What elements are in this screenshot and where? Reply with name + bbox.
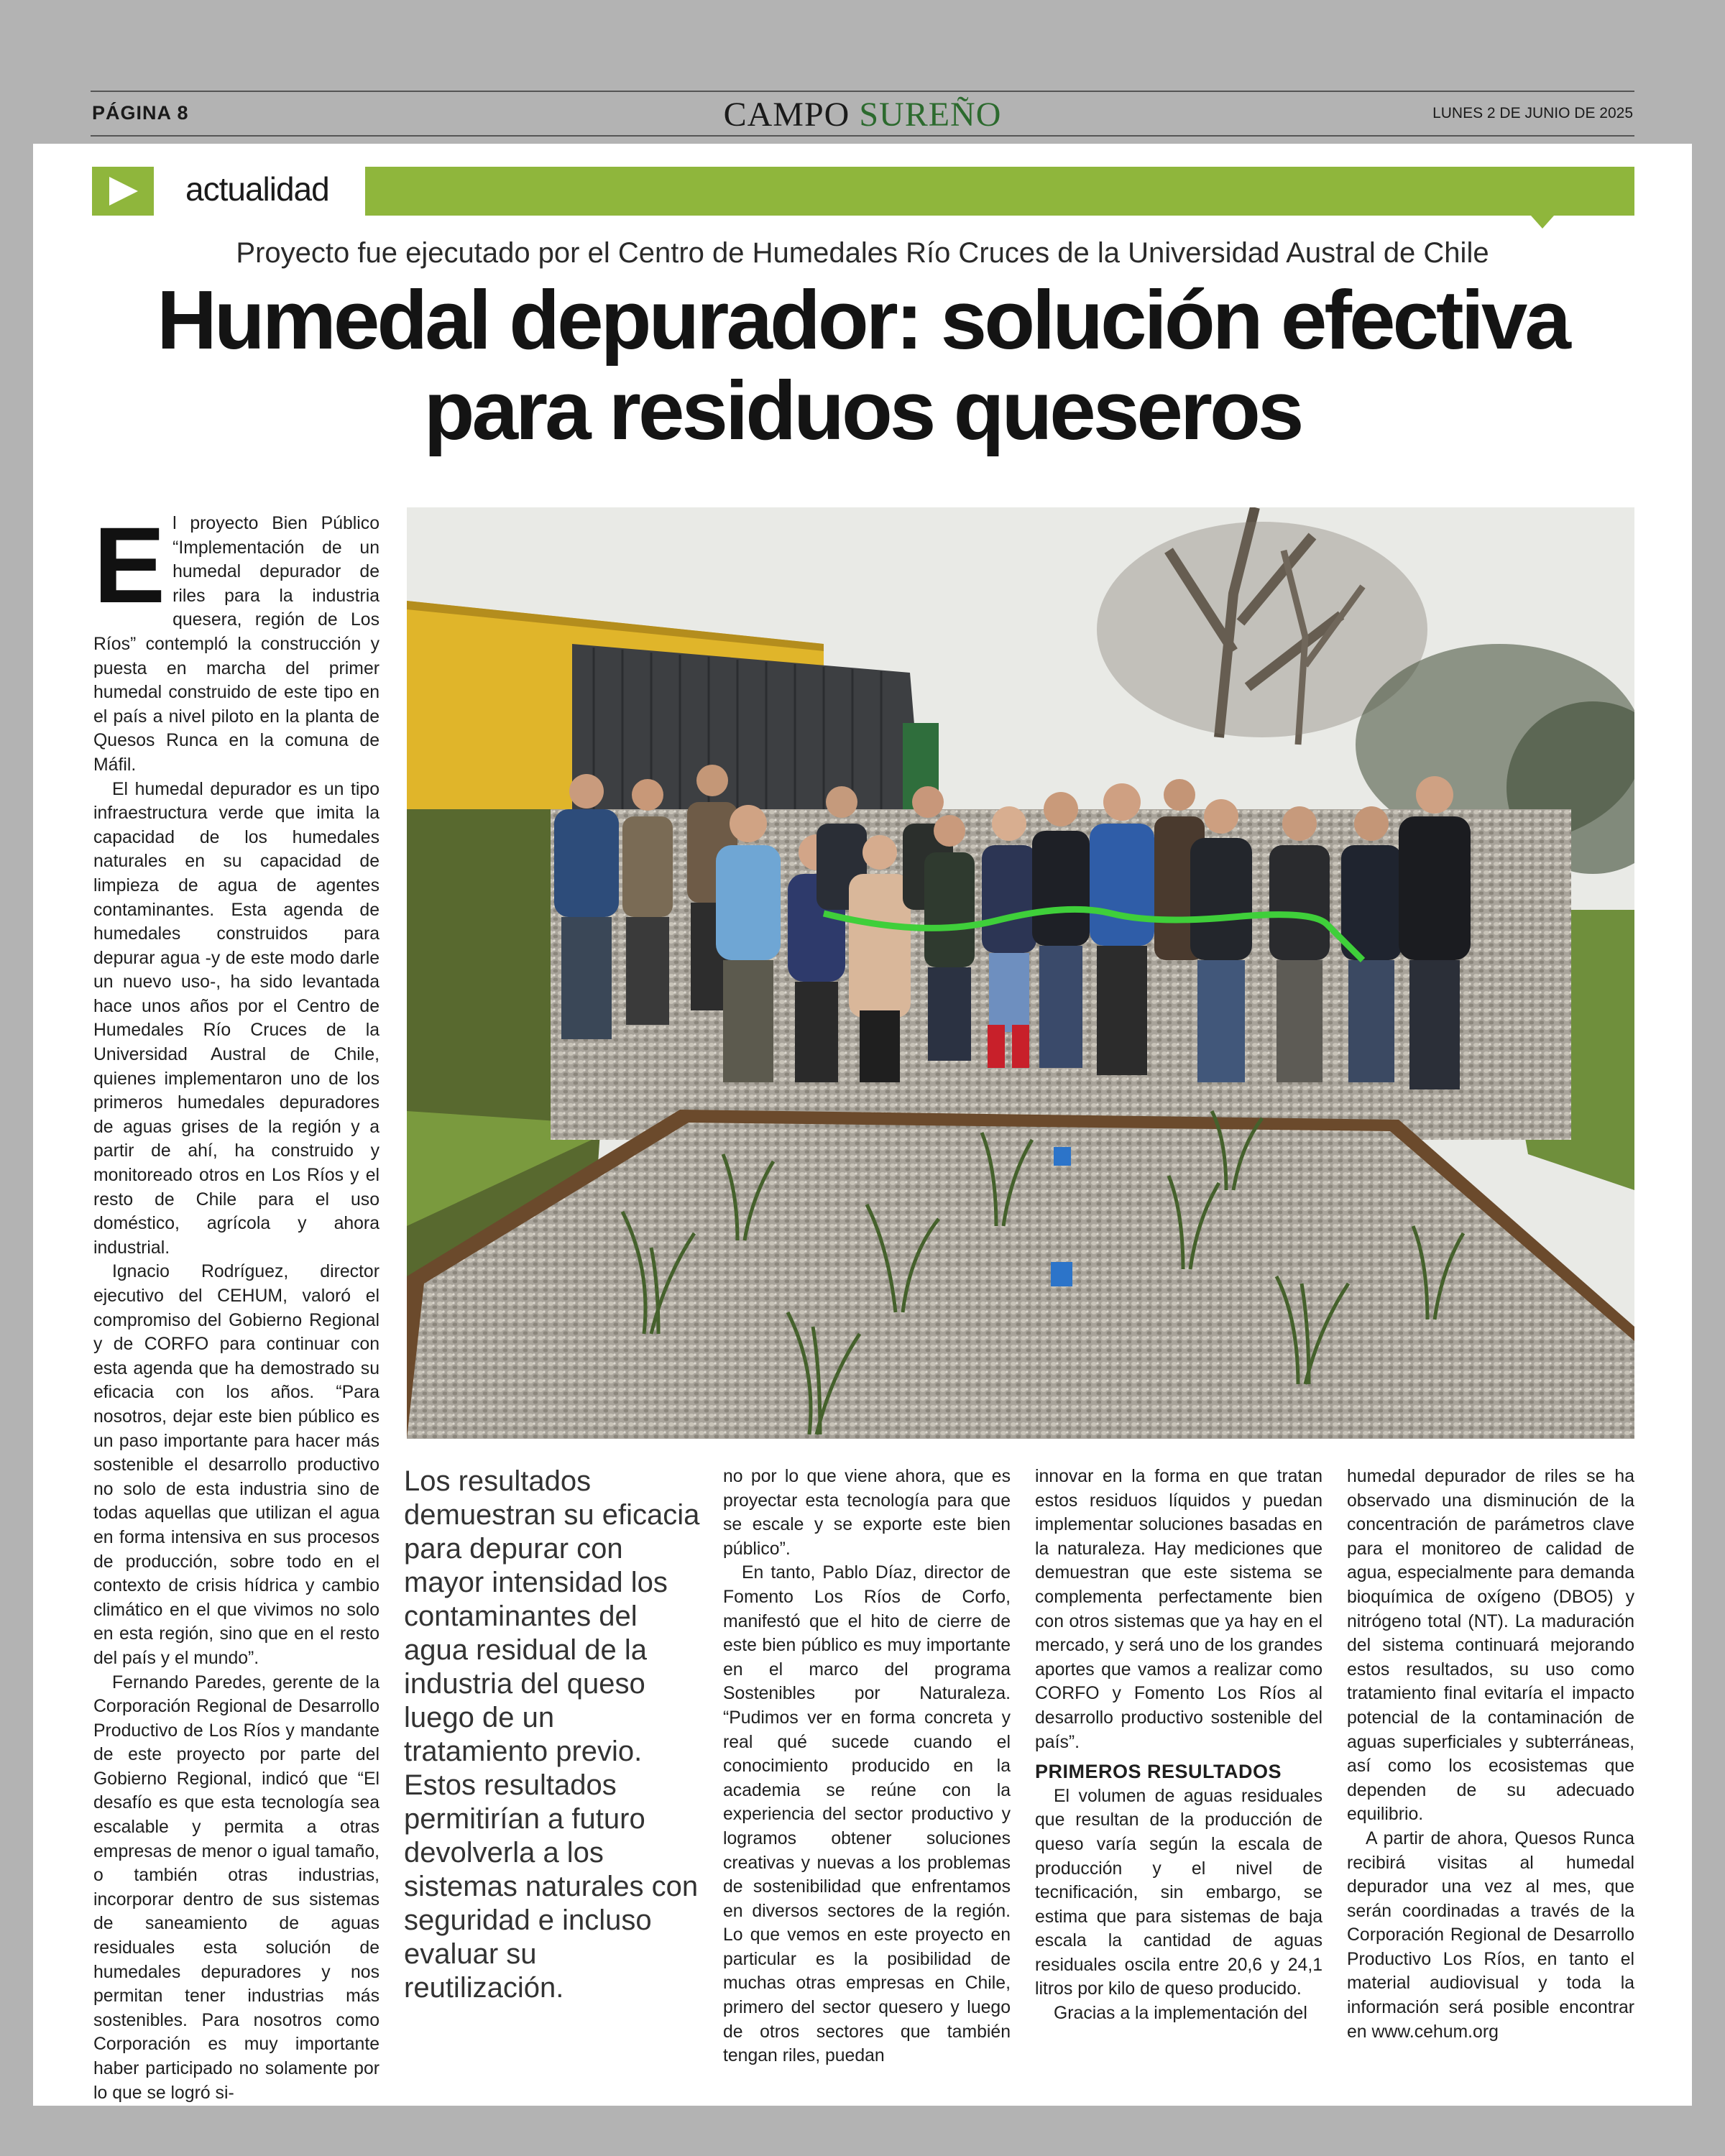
article-kicker: Proyecto fue ejecutado por el Centro de Humedales Río Cruces de la Universidad Austral de Chile (236, 237, 1489, 269)
header-rule-bottom (91, 135, 1634, 137)
col1-paragraph-2: El humedal depurador es un tipo infraestructura verde que imita la capacidad de los humedales naturales en su capacidad de limpieza de agua de agentes contaminantes. Esta agenda de humedales construidos para depurar agua -y de este modo darle un nuevo uso-, ha sido levantada hace unos años por el Centro de Humedales Río Cruces de la Universidad Austral de Chile, quienes implementaron uno de los primeros humedales depuradores de aguas grises de la región y a partir de ahí, ha construido y monitoreado otros en Los Ríos y el resto de Chile para el uso doméstico, agrícola y ahora industrial. (93, 779, 380, 1258)
dropcap: E (93, 505, 166, 625)
col5-paragraph-2: A partir de ahora, Quesos Runca recibirá visitas al humedal depurador una vez al mes, que serán coordinadas a través de la Corporación Regional de Desarrollo Productivo Los Ríos, en tanto el material audiovisual y toda la información será posible encontrar en www.cehum.org (1347, 1828, 1634, 2042)
section-accent-bar (365, 167, 1634, 216)
play-arrow-icon (92, 167, 154, 216)
col3-paragraph-2: En tanto, Pablo Díaz, director de Fomento Los Ríos de Corfo, manifestó que el hito de cierre de este bien público es muy importante en el marco del programa Sostenibles por Naturaleza. “Pudimos ver en forma concreta y real qué sucede cuando el conocimiento producido en la academia se reúne con la experiencia del sector productivo y logramos obtener soluciones creativas y nuevas a los problemas de sostenibilidad que enfrentamos en diversos sectores de la región. Lo que vemos en este proyecto en particular es la posibilidad de muchas otras empresas en Chile, primero del sector quesero y luego de otros sectores que también tengan riles, puedan (723, 1563, 1011, 2066)
col4-paragraph-1: innovar en la forma en que tratan estos residuos líquidos y puedan implementar soluciones basadas en la naturaleza. Hay mediciones que demuestran que este sistema se complementa perfectamente bien con otros sistemas que ya hay en el mercado, y será uno de los grandes aportes que vamos a realizar como CORFO y Fomento Los Ríos al desarrollo productivo sostenible del país”. (1035, 1467, 1322, 1752)
article-column-1 (93, 505, 380, 2105)
pull-quote: Los resultados demuestran su eficacia para depurar con mayor intensidad los contaminantes del agua residual de la industria del queso luego de un tratamiento previo. Estos resultados permitirían a futuro devolverla a los sistemas naturales con seguridad e incluso evaluar su reutilización. (404, 1465, 700, 2004)
col5-paragraph-1: humedal depurador de riles se ha observado una disminución de la concentración de parámetros clave para el monitoreo de calidad de agua, especialmente para demanda bioquímica de oxígeno (DBO5) y nitrógeno total (NT). La maduración del sistema continuará mejorando estos resultados, su uso como tratamiento final evitaría el impacto potencial de la contaminación de aguas superficiales y subterráneas, así como los ecosistemas que dependen de su adecuado equilibrio. (1347, 1467, 1634, 1825)
publication-name-part2: SUREÑO (859, 96, 1002, 134)
col1-paragraph-1: l proyecto Bien Público “Implementación de un humedal depurador de riles para la industria quesera, región de Los Ríos” contempló la construcción y puesta en marcha del primer humedal construido de este tipo en el país a nivel piloto en la planta de Quesos Runca en la comuna de Máfil. (93, 514, 380, 775)
headline-line-1: Humedal depurador: solución efectiva (157, 273, 1568, 367)
article-column-3 (723, 1465, 1011, 2068)
section-subhead: PRIMEROS RESULTADOS (1035, 1761, 1282, 1783)
section-bar (92, 167, 1634, 216)
headline-line-2: para residuos queseros (423, 364, 1302, 457)
publication-name-part1: CAMPO (723, 96, 850, 134)
page-number: PÁGINA 8 (92, 102, 189, 124)
col1-paragraph-3: Ignacio Rodríguez, director ejecutivo del CEHUM, valoró el compromiso del Gobierno Regional y de CORFO para continuar con esta agenda que ha demostrado su eficacia con los años. “Para nosotros, dejar este bien público es un paso importante para hacer más sostenible el desarrollo productivo no solo de esta industria sino de todas aquellas que utilizan el agua en forma intensiva en sus procesos de producción, sobre todo en el contexto de crisis hídrica y cambio climático en el que vivimos no solo en esta región, sino que en el resto del país y el mundo”. (93, 1262, 380, 1668)
col4-paragraph-3: Gracias a la implementación del (1054, 2004, 1307, 2024)
header-rule-top (91, 91, 1634, 92)
ribbon-cutting-photo (407, 507, 1634, 1439)
issue-date: LUNES 2 DE JUNIO DE 2025 (1432, 105, 1633, 121)
col3-paragraph-1: no por lo que viene ahora, que es proyectar esta tecnología para que se escale y se exporte este bien público”. (723, 1467, 1011, 1559)
article-column-4 (1035, 1465, 1322, 2026)
col4-paragraph-2: El volumen de aguas residuales que resultan de la producción de queso varía según la escala de producción y el nivel de tecnificación, sin embargo, se estima que para sistemas de baja escala la cantidad de aguas residuales oscila entre 20,6 y 24,1 litros por kilo de queso producido. (1035, 1786, 1322, 1999)
section-bar-notch (1531, 216, 1554, 229)
section-label: actualidad (185, 170, 329, 208)
article-column-5 (1347, 1465, 1634, 2044)
col1-paragraph-4: Fernando Paredes, gerente de la Corporación Regional de Desarrollo Productivo de Los Ríos y mandante de este proyecto por parte del Gobierno Regional, indicó que “El desafío es que esta tecnología sea escalable y permita a otras empresas de menor o igual tamaño, o también otras industrias, incorporar dentro de sus sistemas de saneamiento de aguas residuales esta solución de humedales depuradores y nos permitan tener industrias más sostenibles. Para nosotros como Corporación es muy importante haber participado no solamente por lo que se logró si- (93, 1672, 380, 2103)
article-headline (0, 275, 1725, 456)
